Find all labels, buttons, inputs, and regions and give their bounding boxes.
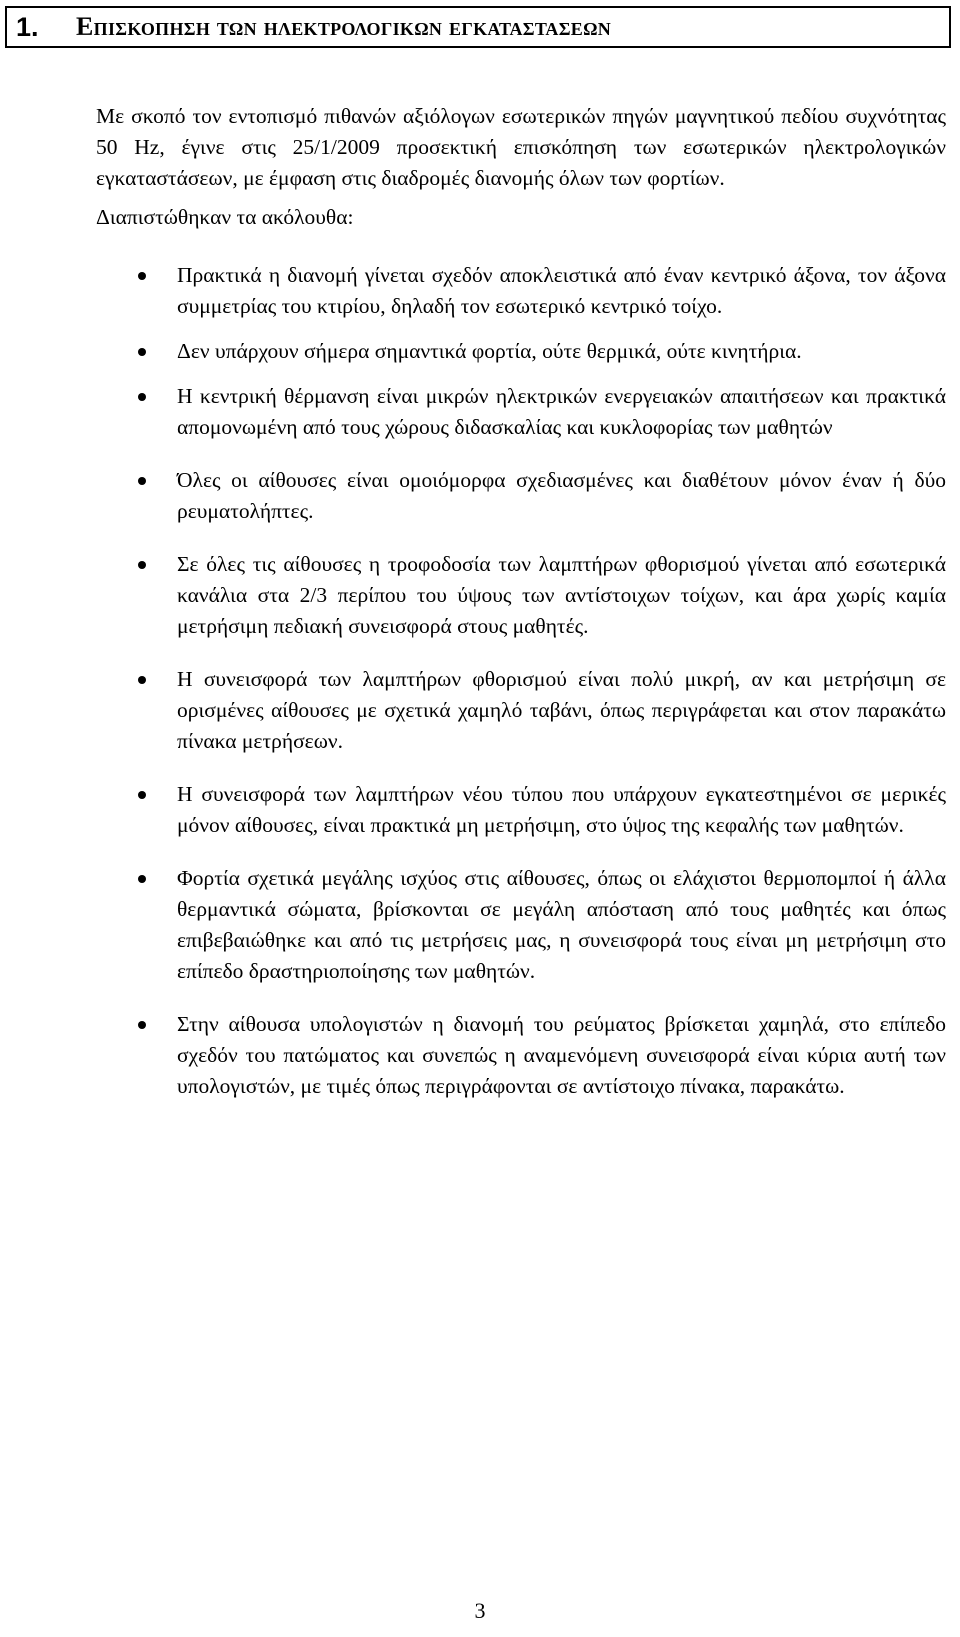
finding-item-5: Σε όλες τις αίθουσες η τροφοδοσία των λαμπτήρων φθορισμού γίνεται από εσωτερικά κανάλια στα 2/3 περίπου του ύψους των αντίστοιχων τοίχων, και άρα χωρίς καμία μετρήσιμη πεδιακή συνεισφορά στους μαθητές. xyxy=(96,549,946,642)
finding-item-3: Η κεντρική θέρμανση είναι μικρών ηλεκτρικών ενεργειακών απαιτήσεων και πρακτικά απομονωμένη από τους χώρους διδασκαλίας και κυκλοφορίας των μαθητών xyxy=(96,381,946,443)
document-body xyxy=(96,101,946,1102)
findings-label: Διαπιστώθηκαν τα ακόλουθα: xyxy=(96,205,354,229)
finding-item-7: Η συνεισφορά των λαμπτήρων νέου τύπου που υπάρχουν εγκατεστημένοι σε μερικές μόνον αίθουσες, είναι πρακτικά μη μετρήσιμη, στο ύψος της κεφαλής των μαθητών. xyxy=(96,779,946,841)
finding-item-9: Στην αίθουσα υπολογιστών η διανομή του ρεύματος βρίσκεται χαμηλά, στο επίπεδο σχεδόν του πατώματος και συνεπώς η αναμενόμενη συνεισφορά είναι κύρια αυτή των υπολογιστών, με τιμές όπως περιγράφονται σε αντίστοιχο πίνακα, παρακάτω. xyxy=(96,1009,946,1102)
section-number: 1. xyxy=(16,11,39,42)
section-title: Επισκοπηση των ηλεκτρολογικων εγκαταστασεων xyxy=(76,12,612,41)
findings-list xyxy=(96,260,946,1102)
finding-item-6: Η συνεισφορά των λαμπτήρων φθορισμού είναι πολύ μικρή, αν και μετρήσιμη σε ορισμένες αίθουσες με σχετικά χαμηλό ταβάνι, όπως περιγράφεται και στον παρακάτω πίνακα μετρήσεων. xyxy=(96,664,946,757)
finding-item-2: Δεν υπάρχουν σήμερα σημαντικά φορτία, ούτε θερμικά, ούτε κινητήρια. xyxy=(96,336,946,367)
finding-item-8: Φορτία σχετικά μεγάλης ισχύος στις αίθουσες, όπως οι ελάχιστοι θερμοπομποί ή άλλα θερμαντικά σώματα, βρίσκονται σε μεγάλη απόσταση από τους μαθητές και όπως επιβεβαιώθηκε και από τις μετρήσεις μας, η συνεισφορά τους είναι μη μετρήσιμη στο επίπεδο δραστηριοποίησης των μαθητών. xyxy=(96,863,946,987)
finding-item-1: Πρακτικά η διανομή γίνεται σχεδόν αποκλειστικά από έναν κεντρικό άξονα, τον άξονα συμμετρίας του κτιρίου, δηλαδή τον εσωτερικό κεντρικό τοίχο. xyxy=(96,260,946,322)
intro-paragraph: Με σκοπό τον εντοπισμό πιθανών αξιόλογων εσωτερικών πηγών μαγνητικού πεδίου συχνότητας 50 Hz, έγινε στις 25/1/2009 προσεκτική επισκόπηση των εσωτερικών ηλεκτρολογικών εγκαταστάσεων, με έμφαση στις διαδρομές διανομής όλων των φορτίων. xyxy=(96,104,946,190)
section-heading xyxy=(5,6,951,48)
finding-item-4: Όλες οι αίθουσες είναι ομοιόμορφα σχεδιασμένες και διαθέτουν μόνον έναν ή δύο ρευματολήπτες. xyxy=(96,465,946,527)
page-number: 3 xyxy=(474,1598,486,1623)
